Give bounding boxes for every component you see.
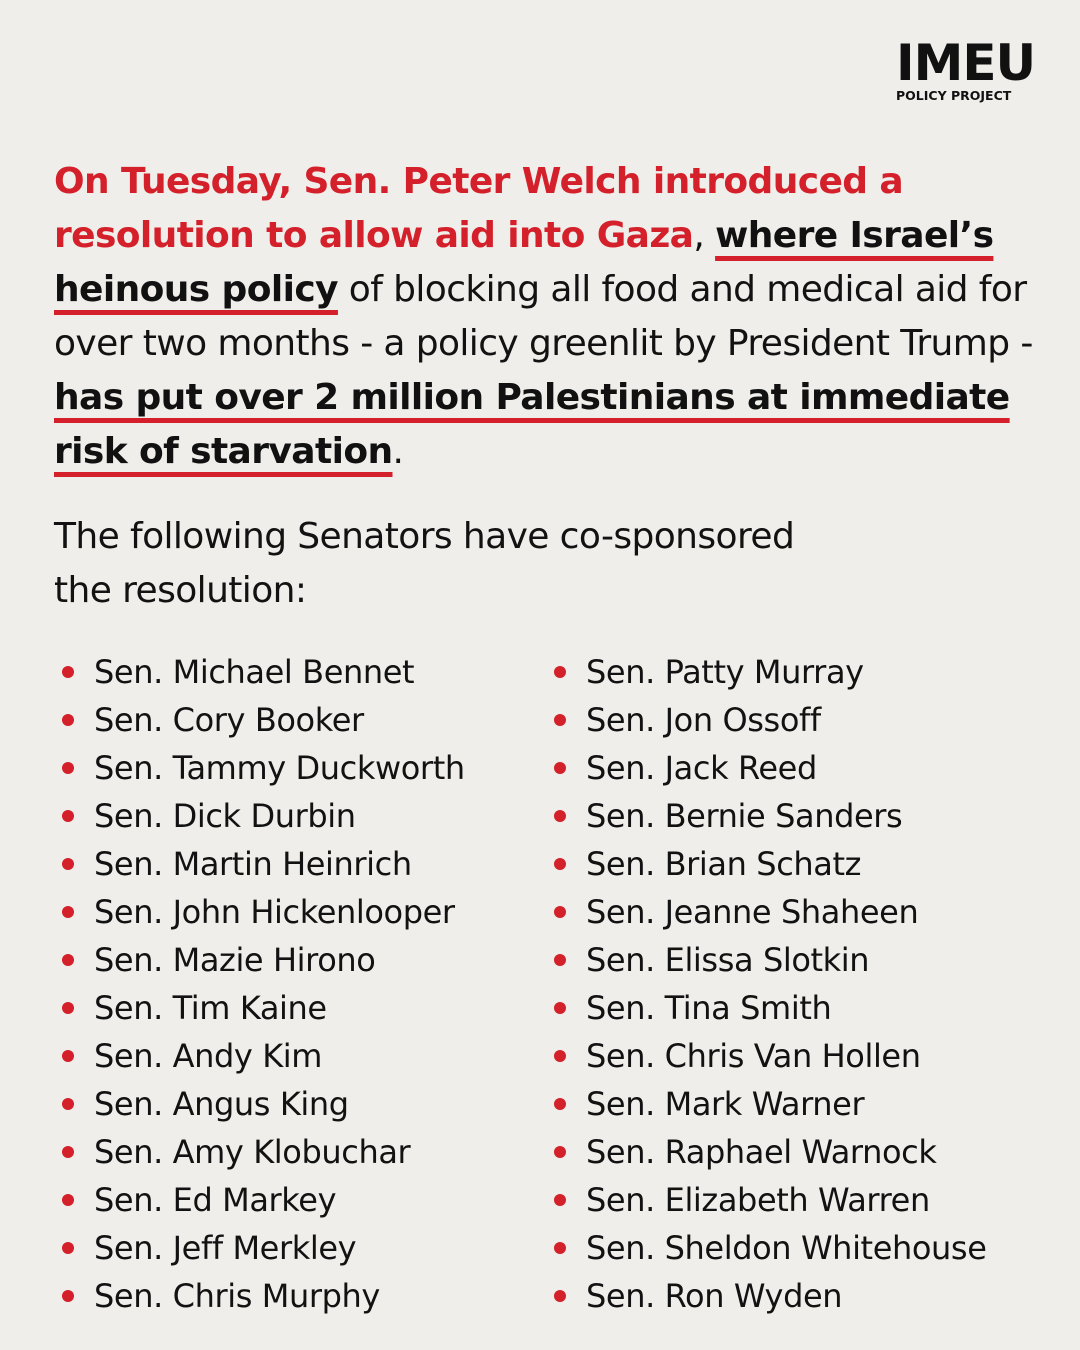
senator-name: Sen. Michael Bennet: [94, 653, 415, 691]
senator-name: Sen. Cory Booker: [94, 701, 364, 739]
senator-name: Sen. Jon Ossoff: [586, 701, 821, 739]
senator-name: Sen. Mark Warner: [586, 1085, 865, 1123]
senator-list-item: [60, 840, 465, 888]
senator-list-item: [60, 1176, 465, 1224]
senator-name: Sen. Tammy Duckworth: [94, 749, 465, 787]
bullet-dot-icon: [554, 762, 566, 774]
senator-name: Sen. Bernie Sanders: [586, 797, 903, 835]
senator-list-item: [60, 744, 465, 792]
senator-name: Sen. Amy Klobuchar: [94, 1133, 411, 1171]
bullet-dot-icon: [62, 1194, 74, 1206]
senator-list-item: [552, 840, 987, 888]
intro-comma: ,: [693, 215, 716, 256]
senator-list-item: [60, 888, 465, 936]
bullet-dot-icon: [554, 1098, 566, 1110]
senator-list-item: [60, 984, 465, 1032]
senator-name: Sen. John Hickenlooper: [94, 893, 455, 931]
senator-name: Sen. Angus King: [94, 1085, 349, 1123]
senator-name: Sen. Jack Reed: [586, 749, 817, 787]
senator-name: Sen. Mazie Hirono: [94, 941, 376, 979]
senator-list-item: [552, 1176, 987, 1224]
senator-name: Sen. Elizabeth Warren: [586, 1181, 930, 1219]
senator-list-item: [552, 744, 987, 792]
bullet-dot-icon: [554, 1242, 566, 1254]
senator-list-item: [552, 696, 987, 744]
senator-name: Sen. Jeff Merkley: [94, 1229, 357, 1267]
senator-list-item: [552, 1272, 987, 1320]
senator-name: Sen. Tim Kaine: [94, 989, 327, 1027]
senator-list-item: [552, 1224, 987, 1272]
senator-list-item: [60, 696, 465, 744]
bullet-dot-icon: [62, 666, 74, 678]
bullet-dot-icon: [62, 1146, 74, 1158]
intro-middle-text: of blocking all food and medical aid for over two months - a policy greenlit by President Trump -: [54, 269, 1033, 364]
bullet-dot-icon: [62, 810, 74, 822]
bullet-dot-icon: [62, 1050, 74, 1062]
senator-list-item: [60, 1224, 465, 1272]
lead-line-2: the resolution:: [54, 570, 307, 611]
bullet-dot-icon: [62, 1098, 74, 1110]
senator-name: Sen. Patty Murray: [586, 653, 864, 691]
bullet-dot-icon: [62, 906, 74, 918]
senators-list-right: [552, 648, 987, 1320]
senator-list-item: [60, 1032, 465, 1080]
lead-line-1: The following Senators have co-sponsored: [54, 516, 795, 557]
senators-list-left: [60, 648, 465, 1320]
senator-name: Sen. Brian Schatz: [586, 845, 862, 883]
bullet-dot-icon: [554, 1290, 566, 1302]
senator-name: Sen. Martin Heinrich: [94, 845, 412, 883]
senator-list-item: [552, 1080, 987, 1128]
senator-name: Sen. Jeanne Shaheen: [586, 893, 919, 931]
senator-name: Sen. Ed Markey: [94, 1181, 337, 1219]
bullet-dot-icon: [62, 1002, 74, 1014]
senator-list-item: [60, 792, 465, 840]
senator-name: Sen. Elissa Slotkin: [586, 941, 870, 979]
bullet-dot-icon: [554, 858, 566, 870]
bullet-dot-icon: [554, 954, 566, 966]
bullet-dot-icon: [62, 858, 74, 870]
senator-name: Sen. Andy Kim: [94, 1037, 323, 1075]
senator-list-item: [552, 1032, 987, 1080]
bullet-dot-icon: [554, 1194, 566, 1206]
senator-list-item: [552, 936, 987, 984]
senator-name: Sen. Dick Durbin: [94, 797, 356, 835]
senator-list-item: [552, 792, 987, 840]
imeu-logo: [896, 34, 1036, 104]
bullet-dot-icon: [554, 714, 566, 726]
senator-name: Sen. Ron Wyden: [586, 1277, 843, 1315]
bullet-dot-icon: [554, 666, 566, 678]
intro-lead-red: On Tuesday, Sen. Peter Welch introduced a resolution to allow aid into Gaza: [54, 161, 904, 256]
senator-list-item: [552, 888, 987, 936]
bullet-dot-icon: [554, 1002, 566, 1014]
senator-list-item: [60, 1128, 465, 1176]
senator-list-item: [552, 648, 987, 696]
logo-wordmark: IMEU: [896, 34, 1036, 92]
senator-list-item: [60, 1272, 465, 1320]
bullet-dot-icon: [62, 762, 74, 774]
senator-list-item: [60, 936, 465, 984]
bullet-dot-icon: [62, 714, 74, 726]
senator-list-item: [552, 984, 987, 1032]
senator-name: Sen. Chris Murphy: [94, 1277, 380, 1315]
intro-highlight-starvation: has put over 2 million Palestinians at immediate risk of starvation: [54, 377, 1010, 472]
bullet-dot-icon: [62, 1242, 74, 1254]
intro-period: .: [392, 431, 404, 472]
senator-list-item: [60, 648, 465, 696]
bullet-dot-icon: [554, 1050, 566, 1062]
senator-list-item: [60, 1080, 465, 1128]
bullet-dot-icon: [554, 1146, 566, 1158]
intro-highlight-policy: where Israel’s heinous policy: [54, 215, 994, 310]
intro-paragraph: [54, 155, 1054, 479]
senator-list-item: [552, 1128, 987, 1176]
bullet-dot-icon: [62, 954, 74, 966]
logo-subtitle: POLICY PROJECT: [896, 88, 1012, 103]
cosponsors-lead: [54, 510, 1034, 618]
bullet-dot-icon: [62, 1290, 74, 1302]
bullet-dot-icon: [554, 810, 566, 822]
senator-name: Sen. Chris Van Hollen: [586, 1037, 921, 1075]
bullet-dot-icon: [554, 906, 566, 918]
senator-name: Sen. Sheldon Whitehouse: [586, 1229, 987, 1267]
senator-name: Sen. Raphael Warnock: [586, 1133, 937, 1171]
senator-name: Sen. Tina Smith: [586, 989, 832, 1027]
